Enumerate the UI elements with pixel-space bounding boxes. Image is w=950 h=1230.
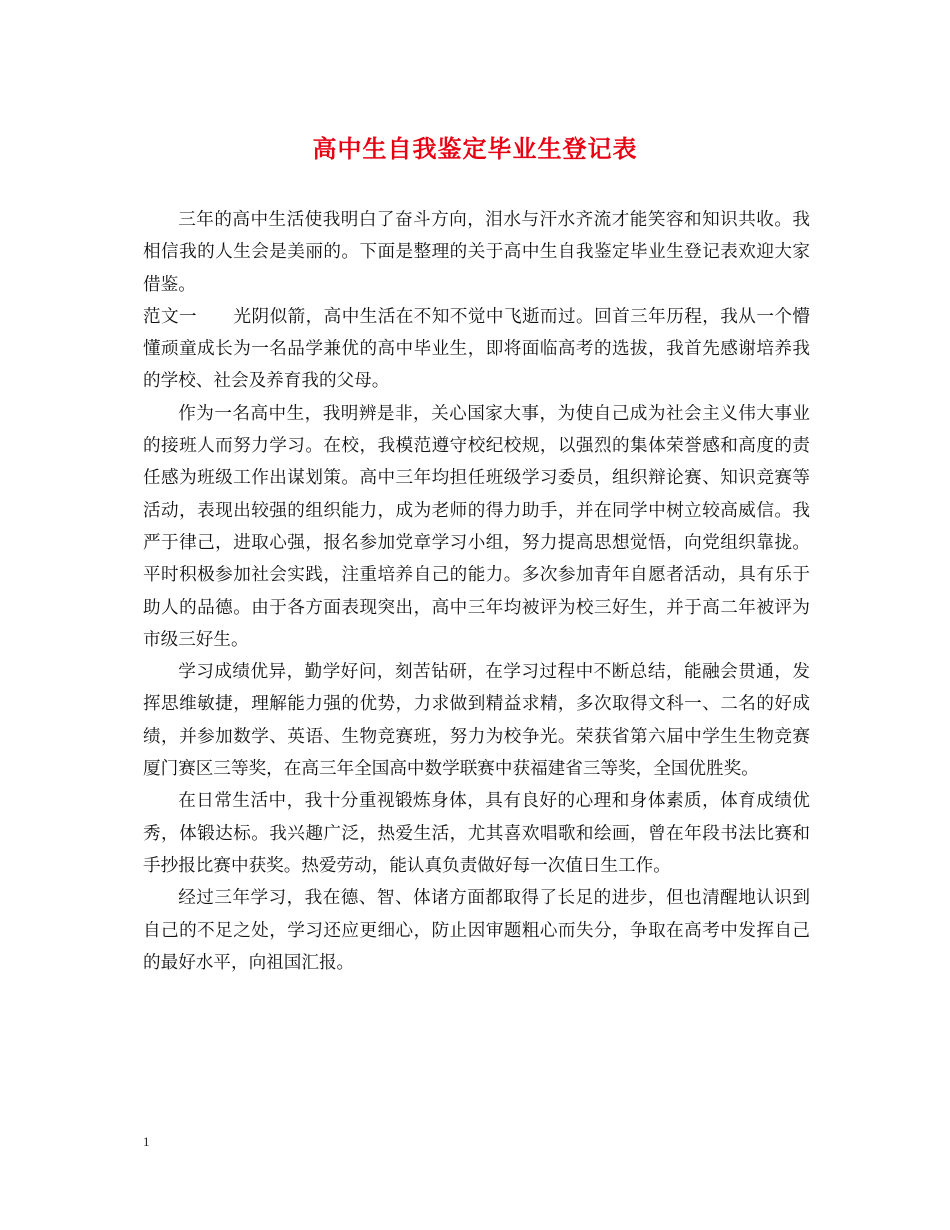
sample-paragraph bbox=[143, 301, 810, 398]
document-body bbox=[143, 204, 810, 979]
body-paragraph: 经过三年学习，我在德、智、体诸方面都取得了长足的进步，但也清醒地认识到自己的不足之处，学习还应更细心，防止因审题粗心而失分，争取在高考中发挥自己的最好水平，向祖国汇报。 bbox=[143, 888, 810, 973]
sample-first-text: 光阴似箭，高中生活在不知不觉中飞逝而过。回首三年历程，我从一个懵懂顽童成长为一名品学兼优的高中毕业生，即将面临高考的选拔，我首先感谢培养我的学校、社会及养育我的父母。 bbox=[143, 306, 810, 392]
body-paragraph: 学习成绩优异，勤学好问，刻苦钻研，在学习过程中不断总结，能融会贯通，发挥思维敏捷，理解能力强的优势，力求做到精益求精，多次取得文科一、二名的好成绩，并参加数学、英语、生物竞赛班，努力为校争光。荣获省第六届中学生生物竞赛厦门赛区三等奖，在高三年全国高中数学联赛中获福建省三等奖，全国优胜奖。 bbox=[143, 662, 810, 780]
intro-paragraph: 三年的高中生活使我明白了奋斗方向，泪水与汗水齐流才能笑容和知识共收。我相信我的人生会是美丽的。下面是整理的关于高中生自我鉴定毕业生登记表欢迎大家借鉴。 bbox=[143, 210, 810, 295]
body-paragraph: 作为一名高中生，我明辨是非，关心国家大事，为使自己成为社会主义伟大事业的接班人而努力学习。在校，我模范遵守校纪校规，以强烈的集体荣誉感和高度的责任感为班级工作出谋划策。高中三年均担任班级学习委员，组织辩论赛、知识竞赛等活动，表现出较强的组织能力，成为老师的得力助手，并在同学中树立较高威信。我严于律己，进取心强，报名参加党章学习小组，努力提高思想觉悟，向党组织靠拢。平时积极参加社会实践，注重培养自己的能力。多次参加青年自愿者活动，具有乐于助人的品德。由于各方面表现突出，高中三年均被评为校三好生，并于高二年被评为市级三好生。 bbox=[143, 403, 810, 650]
sample-label: 范文一 bbox=[143, 306, 198, 327]
document-title: 高中生自我鉴定毕业生登记表 bbox=[312, 134, 638, 163]
page-number: 1 bbox=[143, 1134, 150, 1149]
body-paragraph: 在日常生活中，我十分重视锻炼身体，具有良好的心理和身体素质，体育成绩优秀，体锻达标。我兴趣广泛，热爱生活，尤其喜欢唱歌和绘画，曾在年段书法比赛和手抄报比赛中获奖。热爱劳动，能认真负责做好每一次值日生工作。 bbox=[143, 791, 810, 876]
